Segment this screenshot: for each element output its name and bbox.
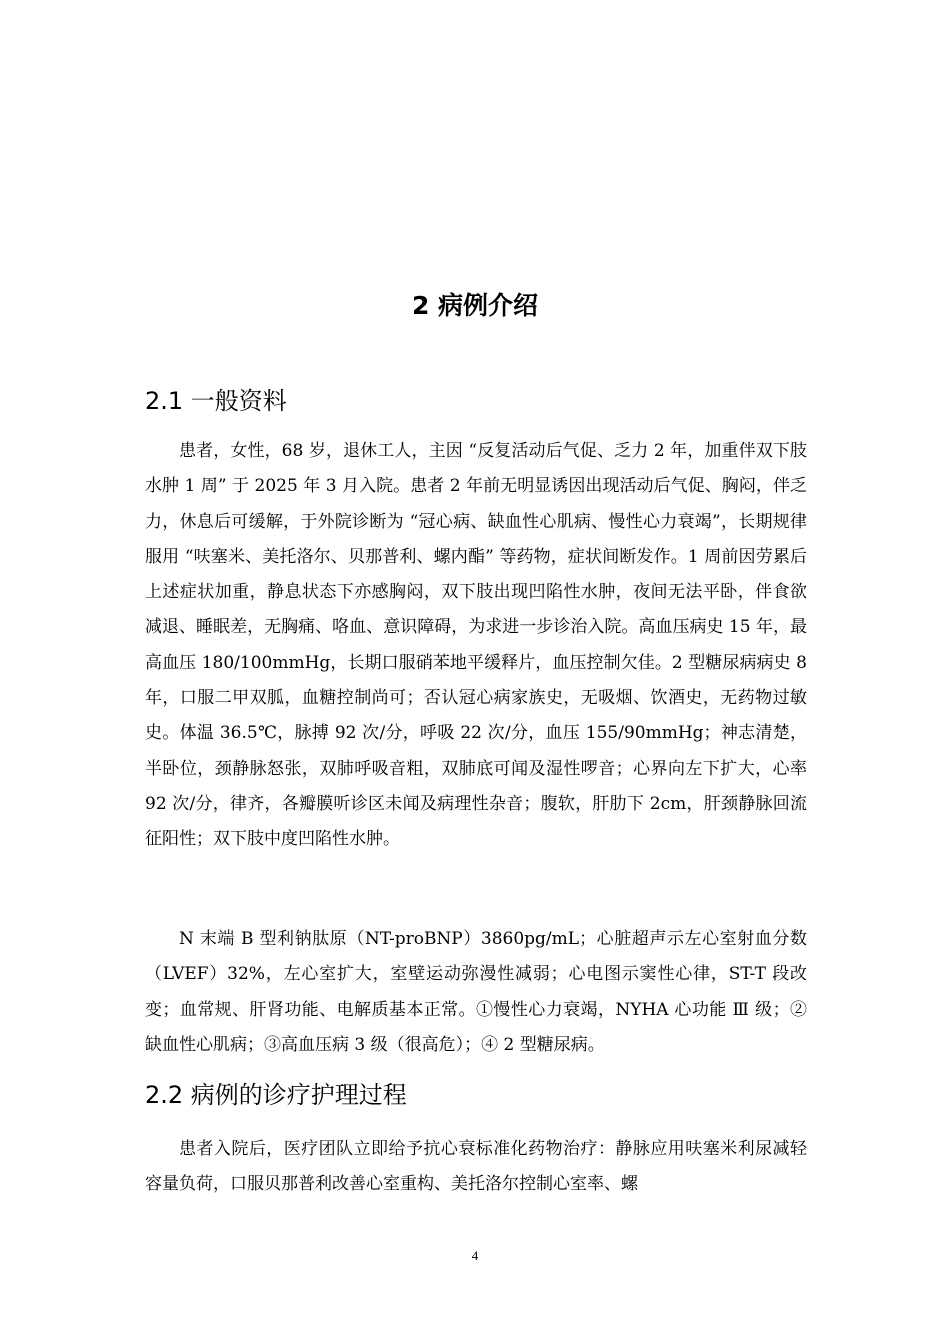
paragraph-patient-history: 患者，女性，68 岁，退休工人，主因 “反复活动后气促、乏力 2 年，加重伴双下肢水肿 1 周” 于 2025 年 3 月入院。患者 2 年前无明显诱因出现活动后气促、胸闷，伴乏力，休息后可缓解，于外院诊断为 “冠心病、缺血性心肌病、慢性心力衰竭”，长期规律服用 “呋塞米、美托洛尔、贝那普利、螺内酯” 等药物，症状间断发作。1 周前因劳累后上述症状加重，静息状态下亦感胸闷，双下肢出现凹陷性水肿，夜间无法平卧，伴食欲减退、睡眠差，无胸痛、咯血、意识障碍，为求进一步诊治入院。高血压病史 15 年，最高血压 180/100mmHg，长期口服硝苯地平缓释片，血压控制欠佳。2 型糖尿病病史 8 年，口服二甲双胍，血糖控制尚可；否认冠心病家族史，无吸烟、饮酒史，无药物过敏史。体温 36.5℃，脉搏 92 次/分，呼吸 22 次/分，血压 155/90mmHg；神志清楚，半卧位，颈静脉怒张，双肺呼吸音粗，双肺底可闻及湿性啰音；心界向左下扩大，心率 92 次/分，律齐，各瓣膜听诊区未闻及病理性杂音；腹软，肝肋下 2cm，肝颈静脉回流征阳性；双下肢中度凹陷性水肿。	[145, 441, 807, 850]
paragraph-exam-diagnosis: N 末端 B 型利钠肽原（NT-proBNP）3860pg/mL；心脏超声示左心室射血分数（LVEF）32%，左心室扩大，室壁运动弥漫性减弱；心电图示窦性心律，ST-T 段改变；血常规、肝肾功能、电解质基本正常。①慢性心力衰竭，NYHA 心功能 Ⅲ 级；②缺血性心肌病；③高血压病 3 级（很高危）；④ 2 型糖尿病。	[145, 929, 807, 1055]
chapter-title: 2 病例介绍	[411, 291, 539, 320]
page-number: 4	[471, 1248, 479, 1263]
section-heading-general-info: 2.1 一般资料	[145, 387, 287, 415]
section-heading-treatment-process: 2.2 病例的诊疗护理过程	[145, 1081, 407, 1109]
paragraph-treatment: 患者入院后，医疗团队立即给予抗心衰标准化药物治疗：静脉应用呋塞米利尿减轻容量负荷，口服贝那普利改善心室重构、美托洛尔控制心室率、螺	[145, 1139, 807, 1195]
